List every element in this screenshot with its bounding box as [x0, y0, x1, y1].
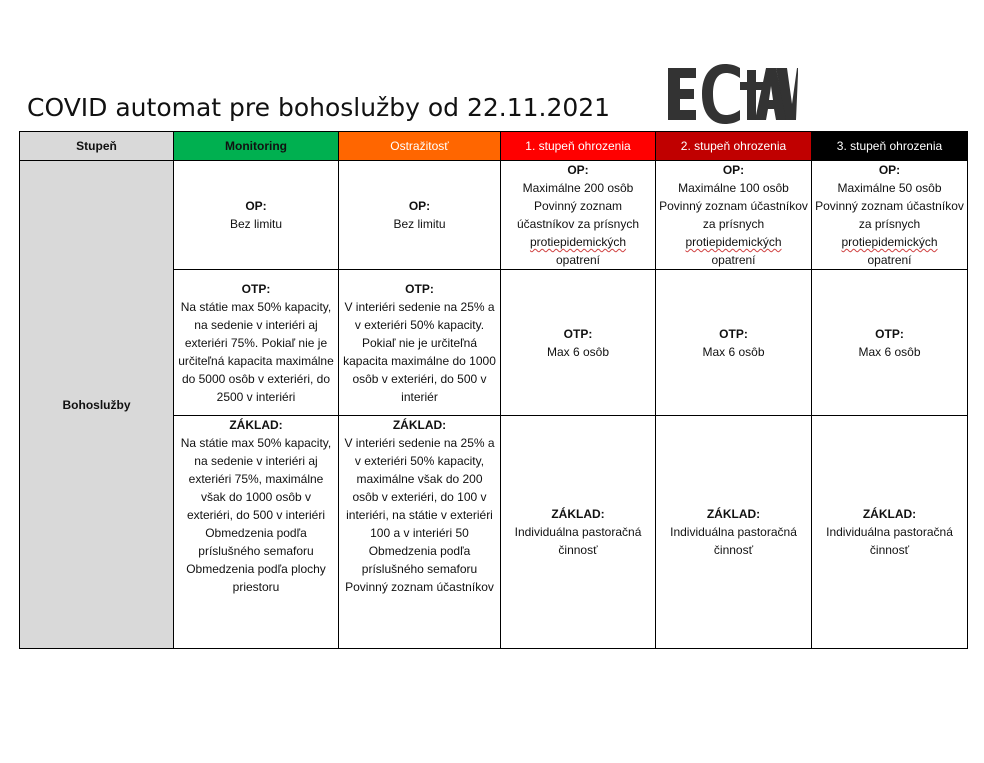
otp-stupen-3-cell [812, 270, 968, 416]
cell-text: Na státie max 50% kapacity, na sedenie v interiéri aj exteriéri 75%. Pokiaľ nie je určiteľná kapacita maximálne do 5000 osôb v exteriéri, do 2500 v interiéri [178, 299, 334, 404]
cell-text: Individuálna pastoračná činnosť [670, 525, 797, 557]
cell-heading: OTP: [405, 281, 434, 296]
cell-text: opatrení [711, 253, 756, 267]
cell-text: protiepidemických [841, 235, 938, 249]
header-stupen-2: 2. stupeň ohrozenia [656, 132, 812, 161]
header-monitoring: Monitoring [174, 132, 339, 161]
op-stupen-3-cell [812, 161, 968, 270]
header-stupen: Stupeň [20, 132, 174, 161]
covid-automat-table [19, 131, 968, 649]
cell-text: Max 6 osôb [702, 344, 765, 359]
cell-heading: OP: [245, 199, 267, 213]
otp-stupen-2-cell [656, 270, 812, 416]
cell-heading: ZÁKLAD: [392, 418, 447, 432]
cell-text: Na státie max 50% kapacity, na sedenie v interiéri aj exteriéri 75%, maximálne však do 1000 osôb v exteriéri, do 500 v interiéri Obmedzenia podľa príslušného semaforu Obmedzenia podľa plochy priestoru [180, 436, 332, 594]
row-label-bohosluzby: Bohoslužby [20, 161, 174, 649]
otp-ostrazitost-cell [339, 270, 501, 416]
ecav-logo [666, 62, 806, 124]
cell-heading: OP: [878, 163, 901, 177]
cell-heading: OP: [722, 163, 745, 177]
zaklad-stupen-1-cell [501, 416, 656, 649]
zaklad-stupen-3-cell [812, 416, 968, 649]
cell-text: Max 6 osôb [858, 344, 921, 359]
op-ostrazitost-cell [339, 161, 501, 270]
cell-text: Individuálna pastoračná činnosť [514, 525, 642, 557]
cell-text: Povinný zoznam účastníkov za prísnych [815, 199, 964, 231]
op-stupen-2-cell [656, 161, 812, 270]
cell-text: protiepidemických [529, 235, 627, 249]
cell-text: Povinný zoznam účastníkov za prísnych [516, 199, 640, 231]
cell-text: Individuálna pastoračná činnosť [826, 525, 953, 557]
cell-heading: OTP: [563, 326, 593, 341]
header-stupen-3: 3. stupeň ohrozenia [812, 132, 968, 161]
cell-text: Maximálne 50 osôb [837, 181, 942, 195]
cell-text: Bez limitu [229, 217, 282, 231]
otp-stupen-1-cell [501, 270, 656, 416]
cell-text: V interiéri sedenie na 25% a v exteriéri 50% kapacity. Pokiaľ nie je určiteľná kapacita maximálne do 1000 osôb v exteriéri, do 500 v interiér [343, 299, 496, 404]
zaklad-stupen-2-cell [656, 416, 812, 649]
cell-heading: OP: [567, 163, 589, 177]
header-ostrazitost: Ostražitosť [339, 132, 501, 161]
header-stupen-1: 1. stupeň ohrozenia [501, 132, 656, 161]
otp-monitoring-cell [174, 270, 339, 416]
zaklad-ostrazitost-cell [339, 416, 501, 649]
cell-text: Maximálne 100 osôb [678, 181, 789, 195]
cell-heading: OP: [408, 199, 431, 213]
cell-text: protiepidemických [685, 235, 782, 249]
cell-heading: ZÁKLAD: [229, 418, 283, 432]
cell-text: Max 6 osôb [546, 344, 610, 359]
header-row [20, 132, 968, 161]
cell-text: Maximálne 200 osôb [522, 181, 634, 195]
cell-heading: OTP: [241, 281, 271, 296]
cell-heading: ZÁKLAD: [706, 507, 761, 521]
cell-heading: ZÁKLAD: [862, 507, 917, 521]
op-stupen-1-cell [501, 161, 656, 270]
cell-heading: OTP: [875, 326, 904, 341]
cell-text: opatrení [867, 253, 912, 267]
op-monitoring-cell [174, 161, 339, 270]
cell-text: Bez limitu [393, 217, 446, 231]
page-title: COVID automat pre bohoslužby od 22.11.2021 [27, 93, 611, 122]
zaklad-monitoring-cell [174, 416, 339, 649]
cell-heading: OTP: [719, 326, 748, 341]
cell-heading: ZÁKLAD: [551, 507, 605, 521]
cell-text: Povinný zoznam účastníkov za prísnych [659, 199, 808, 231]
op-row [20, 161, 968, 270]
cell-text: V interiéri sedenie na 25% a v exteriéri 50% kapacity, maximálne však do 200 osôb v exteriéri, do 100 v interiéri, na státie v exteriéri 100 a v interiéri 50 Obmedzenia podľa príslušného semaforu Povinný zoznam účastníkov [344, 436, 495, 594]
cell-text: opatrení [555, 253, 601, 267]
